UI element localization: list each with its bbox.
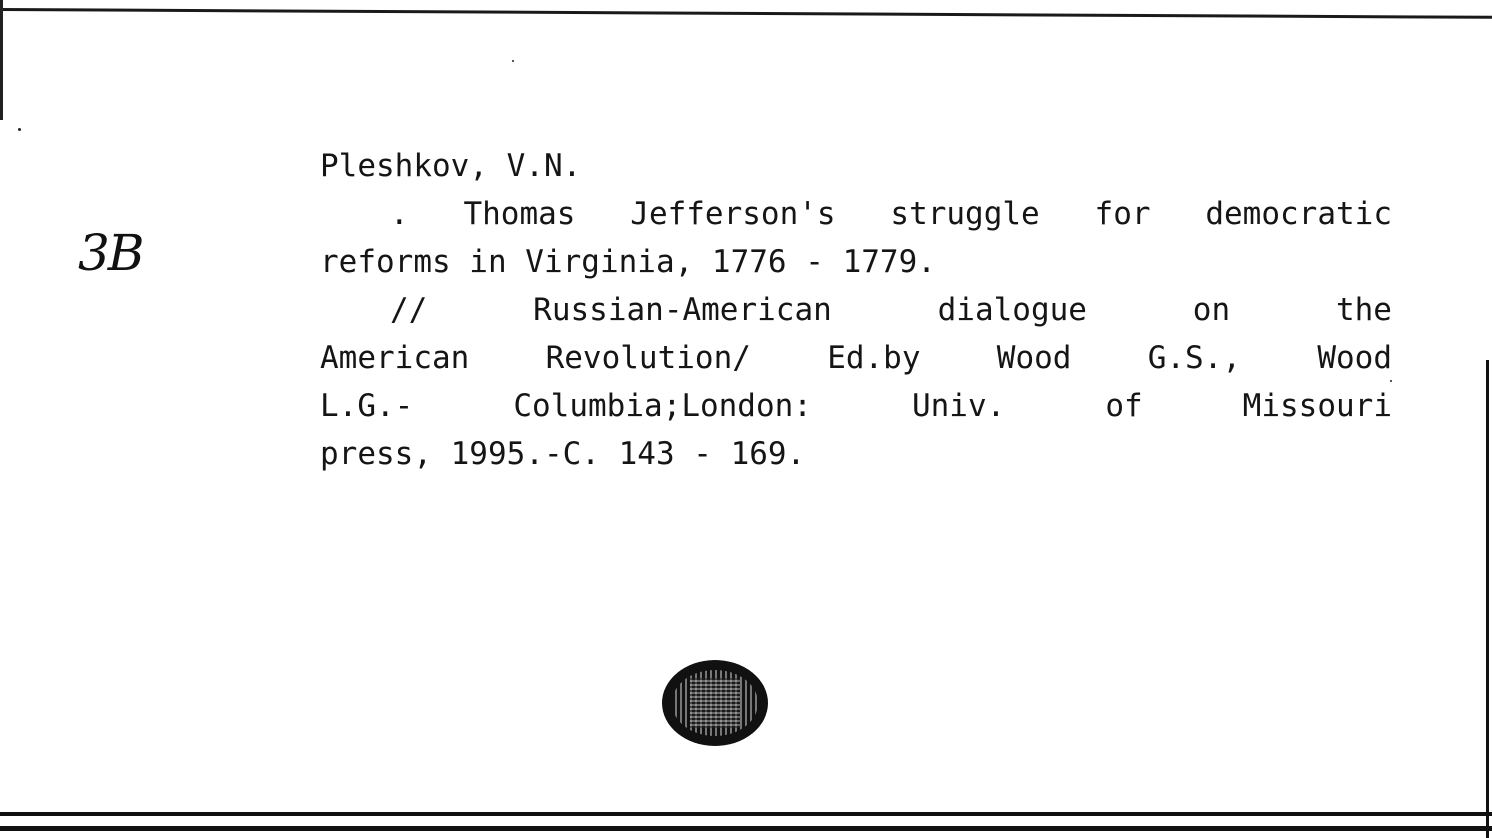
card-bottom-edge (0, 812, 1492, 816)
word: Columbia;London: (513, 388, 812, 424)
word: G.S., (1147, 340, 1242, 376)
word: Ed.by (827, 340, 921, 376)
word: Missouri (1242, 388, 1392, 424)
word: Thomas (463, 196, 576, 232)
author-heading: Pleshkov, V.N. (320, 148, 582, 184)
entry-line-2: reforms in Virginia, 1776 - 1779. (320, 244, 936, 280)
scan-speck (18, 128, 21, 131)
word: Russian-American (533, 292, 832, 328)
word: Revolution/ (545, 340, 751, 376)
word: L.G.- (320, 388, 414, 424)
entry-line-6: press, 1995.-C. 143 - 169. (320, 436, 806, 472)
word: on (1192, 292, 1231, 328)
word: American (320, 340, 470, 376)
word: of (1105, 388, 1143, 424)
word: Wood (1317, 340, 1392, 376)
word: Jefferson's (630, 196, 836, 232)
word: Univ. (911, 388, 1006, 424)
word: . (390, 196, 409, 232)
word: struggle (890, 196, 1040, 232)
card-punch-hole (662, 660, 768, 746)
entry-line-3 (320, 286, 1392, 334)
word: // (390, 292, 428, 328)
entry-line-1 (320, 190, 1392, 238)
word: for (1094, 196, 1151, 232)
bibliographic-entry (320, 142, 1392, 478)
entry-line-5 (320, 382, 1392, 430)
punch-hole-texture (690, 678, 740, 728)
card-left-edge (0, 0, 3, 120)
word: Wood (996, 340, 1072, 376)
card-top-edge (0, 8, 1492, 19)
entry-line-4 (320, 334, 1392, 382)
scan-speck (512, 60, 514, 62)
card-right-edge (1486, 360, 1489, 838)
word: democratic (1205, 196, 1392, 232)
handwritten-shelfmark: 3B (78, 224, 143, 282)
card-bottom-edge-shadow (0, 826, 1492, 831)
word: dialogue (937, 292, 1087, 328)
word: the (1335, 292, 1392, 328)
